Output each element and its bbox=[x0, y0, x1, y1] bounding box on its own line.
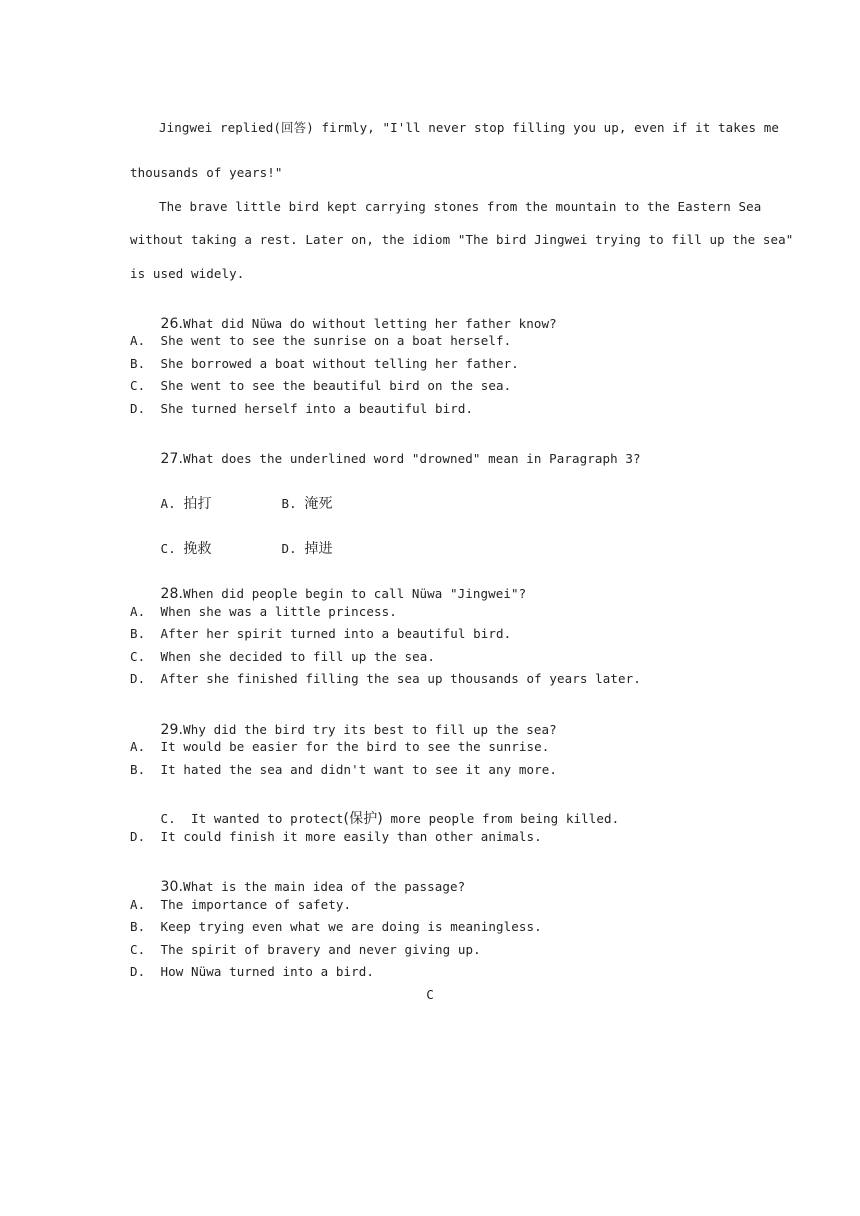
section-label: C bbox=[426, 987, 434, 1002]
passage-paragraph-2-line-3: is used widely. bbox=[130, 266, 245, 281]
question-30-text: What is the main idea of the passage? bbox=[183, 879, 466, 894]
option-b-text: 淹死 bbox=[304, 496, 333, 512]
question-28-text: When did people begin to call Nüwa "Jingwei"? bbox=[183, 586, 527, 601]
question-27-option-d bbox=[251, 525, 333, 573]
option-d-label: D. bbox=[281, 541, 297, 556]
question-26-number: 26. bbox=[160, 316, 184, 332]
question-27 bbox=[130, 435, 641, 483]
question-27-option-c bbox=[130, 525, 212, 573]
passage-paragraph-2-line-1: The brave little bird kept carrying stones from the mountain to the Eastern Sea bbox=[159, 199, 762, 214]
question-29-option-a: A. It would be easier for the bird to see the sunrise. bbox=[130, 739, 550, 754]
question-26-text: What did Nüwa do without letting her father know? bbox=[183, 316, 557, 331]
option-b-label: B. bbox=[281, 496, 297, 511]
question-28-number: 28. bbox=[160, 586, 184, 602]
question-26-option-d: D. She turned herself into a beautiful bird. bbox=[130, 401, 474, 416]
option-a-label: A. bbox=[160, 496, 176, 511]
question-28-option-c: C. When she decided to fill up the sea. bbox=[130, 649, 436, 664]
question-26-option-c: C. She went to see the beautiful bird on the sea. bbox=[130, 378, 512, 393]
question-30-option-d: D. How Nüwa turned into a bird. bbox=[130, 964, 375, 979]
passage-paragraph-2-line-2: without taking a rest. Later on, the idiom "The bird Jingwei trying to fill up the sea" bbox=[130, 232, 794, 247]
question-29-option-d: D. It could finish it more easily than other animals. bbox=[130, 829, 542, 844]
question-27-number: 27. bbox=[160, 451, 184, 467]
question-30-option-a: A. The importance of safety. bbox=[130, 897, 352, 912]
option-c-post: more people from being killed. bbox=[382, 811, 620, 826]
option-c-label: C. bbox=[160, 541, 176, 556]
question-26-option-a: A. She went to see the sunrise on a boat herself. bbox=[130, 333, 512, 348]
option-c-cjk: (保护) bbox=[343, 811, 383, 827]
question-30-option-c: C. The spirit of bravery and never giving up. bbox=[130, 942, 481, 957]
question-27-option-b bbox=[251, 480, 333, 528]
passage-paragraph-1-line-2: thousands of years!" bbox=[130, 165, 283, 180]
question-30-number: 30. bbox=[160, 879, 184, 895]
question-28-option-b: B. After her spirit turned into a beautiful bird. bbox=[130, 626, 512, 641]
question-26-option-b: B. She borrowed a boat without telling her father. bbox=[130, 356, 519, 371]
question-29-number: 29. bbox=[160, 722, 184, 738]
question-29-option-b: B. It hated the sea and didn't want to see it any more. bbox=[130, 762, 558, 777]
option-d-text: 掉进 bbox=[304, 541, 333, 557]
question-28-option-a: A. When she was a little princess. bbox=[130, 604, 397, 619]
question-28-option-d: D. After she finished filling the sea up thousands of years later. bbox=[130, 671, 641, 686]
option-c-pre: C. It wanted to protect bbox=[160, 811, 344, 826]
question-29-text: Why did the bird try its best to fill up the sea? bbox=[183, 722, 557, 737]
option-c-text: 挽救 bbox=[183, 541, 212, 557]
question-27-text: What does the underlined word "drowned" mean in Paragraph 3? bbox=[183, 451, 641, 466]
question-27-option-a bbox=[130, 480, 212, 528]
passage-paragraph-1-line-1: Jingwei replied(回答) firmly, "I'll never stop filling you up, even if it takes me bbox=[159, 120, 779, 135]
question-30-option-b: B. Keep trying even what we are doing is meaningless. bbox=[130, 919, 542, 934]
option-a-text: 拍打 bbox=[183, 496, 212, 512]
